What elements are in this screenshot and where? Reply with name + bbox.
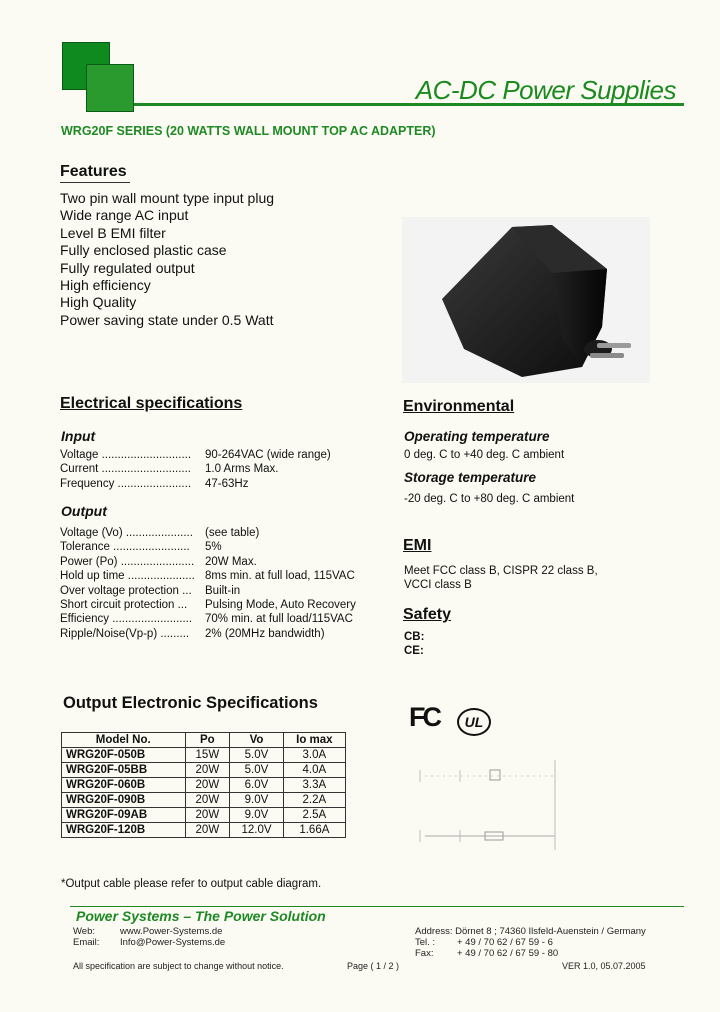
cell-vo: 9.0V [230, 793, 284, 808]
storage-temp-value: -20 deg. C to +80 deg. C ambient [404, 493, 575, 505]
spec-row [60, 612, 380, 626]
disclaimer: All specification are subject to change without notice. [73, 961, 284, 971]
ul-logo: UL [457, 708, 491, 736]
spec-value: 1.0 Arms Max. [205, 463, 279, 476]
spec-value: Built-in [205, 584, 241, 597]
tel-value: + 49 / 70 62 / 67 59 - 6 [457, 937, 553, 948]
tel-label: Tel. : [415, 937, 436, 948]
col-vo: Vo [230, 733, 284, 748]
cell-io: 1.66A [283, 823, 345, 838]
spec-row [60, 462, 380, 476]
footer-company: Power Systems – The Power Solution [76, 908, 326, 924]
environmental-heading: Environmental [403, 398, 515, 415]
spec-label: Power (Po) ....................... [60, 555, 195, 568]
ce-label: CE: [404, 645, 424, 657]
cell-io: 2.5A [283, 808, 345, 823]
cell-model: WRG20F-050B [62, 748, 186, 763]
cell-model: WRG20F-090B [62, 793, 186, 808]
spec-row [60, 540, 380, 554]
table-row [62, 793, 346, 808]
spec-row [60, 584, 380, 598]
table-row [62, 823, 346, 838]
cell-io: 3.3A [283, 778, 345, 793]
cell-po: 20W [185, 763, 230, 778]
spec-label: Voltage ............................ [60, 449, 192, 461]
electrical-heading: Electrical specifications [60, 395, 243, 412]
web-link[interactable]: www.Power-Systems.de [120, 926, 223, 937]
spec-value: (see table) [205, 527, 260, 539]
col-model: Model No. [62, 733, 186, 748]
cell-model: WRG20F-05BB [62, 763, 186, 778]
feature-item: Fully enclosed plastic case [60, 242, 227, 259]
cell-model: WRG20F-120B [62, 823, 186, 838]
footer-rule [70, 906, 684, 907]
col-io: Io max [283, 733, 345, 748]
feature-item: High Quality [60, 294, 137, 311]
spec-row [60, 555, 380, 569]
cell-io: 2.2A [283, 793, 345, 808]
spec-value: Pulsing Mode, Auto Recovery [205, 598, 356, 611]
feature-item: Power saving state under 0.5 Watt [60, 311, 274, 328]
adapter-image [402, 217, 650, 383]
table-row [62, 808, 346, 823]
spec-label: Frequency ....................... [60, 477, 192, 490]
cell-po: 20W [185, 793, 230, 808]
table-header-row [62, 733, 346, 748]
output-spec-table [61, 732, 346, 838]
spec-row [60, 448, 380, 462]
fax-label: Fax: [415, 948, 434, 959]
cell-po: 15W [185, 748, 230, 763]
feature-item: Level B EMI filter [60, 224, 166, 241]
emi-heading: EMI [403, 537, 432, 554]
table-row [62, 778, 346, 793]
table-row [62, 748, 346, 763]
spec-label: Voltage (Vo) ..................... [60, 527, 193, 539]
version: VER 1.0, 05.07.2005 [562, 961, 646, 971]
fax-value: + 49 / 70 62 / 67 59 - 80 [457, 948, 559, 959]
output-heading: Output [61, 503, 107, 519]
feature-item: Wide range AC input [60, 207, 189, 224]
email-link[interactable]: Info@Power-Systems.de [120, 937, 226, 948]
feature-item: High efficiency [60, 277, 151, 294]
input-spec-list [60, 448, 380, 491]
series-subtitle: WRG20F SERIES (20 WATTS WALL MOUNT TOP AC ADAPTER) [61, 124, 436, 138]
spec-label: Ripple/Noise(Vp-p) ......... [60, 627, 190, 640]
cell-po: 20W [185, 778, 230, 793]
cell-po: 20W [185, 808, 230, 823]
spec-value: 2% (20MHz bandwidth) [205, 627, 325, 640]
spec-label: Hold up time ..................... [60, 570, 195, 583]
features-heading: Features [60, 163, 127, 180]
cb-label: CB: [404, 631, 425, 643]
cell-po: 20W [185, 823, 230, 838]
spec-value: 20W Max. [205, 555, 257, 568]
features-list [60, 190, 274, 329]
cell-vo: 9.0V [230, 808, 284, 823]
cell-vo: 6.0V [230, 778, 284, 793]
web-label: Web: [73, 926, 96, 937]
cell-io: 3.0A [283, 748, 345, 763]
spec-value: 90-264VAC (wide range) [205, 449, 331, 461]
spec-value: 5% [205, 541, 222, 554]
spec-row [60, 627, 380, 641]
spec-label: Efficiency ......................... [60, 613, 193, 626]
spec-value: 8ms min. at full load, 115VAC [205, 570, 355, 583]
features-underline [60, 182, 130, 183]
input-heading: Input [61, 428, 96, 444]
storage-temp-heading: Storage temperature [404, 470, 537, 485]
feature-item: Two pin wall mount type input plug [60, 190, 275, 206]
page-title: AC-DC Power Supplies [415, 75, 676, 105]
output-cable-note: *Output cable please refer to output cable diagram. [61, 878, 322, 890]
emi-line-2: VCCI class B [404, 579, 472, 591]
spec-label: Over voltage protection ... [60, 584, 192, 597]
spec-label: Tolerance ........................ [60, 541, 190, 554]
spec-value: 70% min. at full load/115VAC [205, 613, 353, 626]
cell-io: 4.0A [283, 763, 345, 778]
feature-item: Fully regulated output [60, 259, 195, 276]
page-number: Page ( 1 / 2 ) [347, 961, 400, 971]
spec-row [60, 598, 380, 612]
col-po: Po [185, 733, 230, 748]
cell-vo: 5.0V [230, 763, 284, 778]
cell-vo: 5.0V [230, 748, 284, 763]
cable-diagram [410, 740, 590, 870]
operating-temp-heading: Operating temperature [404, 429, 550, 444]
product-photo [402, 217, 650, 383]
logo-square-front [86, 64, 134, 112]
operating-temp-value: 0 deg. C to +40 deg. C ambient [404, 449, 565, 461]
cell-model: WRG20F-09AB [62, 808, 186, 823]
spec-value: 47-63Hz [205, 477, 249, 490]
cell-vo: 12.0V [230, 823, 284, 838]
safety-heading: Safety [403, 606, 452, 623]
spec-row [60, 526, 380, 540]
output-table-heading: Output Electronic Specifications [63, 694, 318, 712]
spec-row [60, 477, 380, 491]
spec-row [60, 569, 380, 583]
spec-label: Short circuit protection ... [60, 598, 188, 611]
cell-model: WRG20F-060B [62, 778, 186, 793]
spec-label: Current ............................ [60, 463, 192, 476]
address-text: Address: Dörnet 8 ; 74360 Ilsfeld-Auenstein / Germany [415, 926, 646, 937]
fcc-logo: FC [409, 702, 439, 732]
emi-line-1: Meet FCC class B, CISPR 22 class B, [404, 565, 598, 577]
table-row [62, 763, 346, 778]
email-label: Email: [73, 937, 100, 948]
output-spec-list [60, 526, 380, 641]
